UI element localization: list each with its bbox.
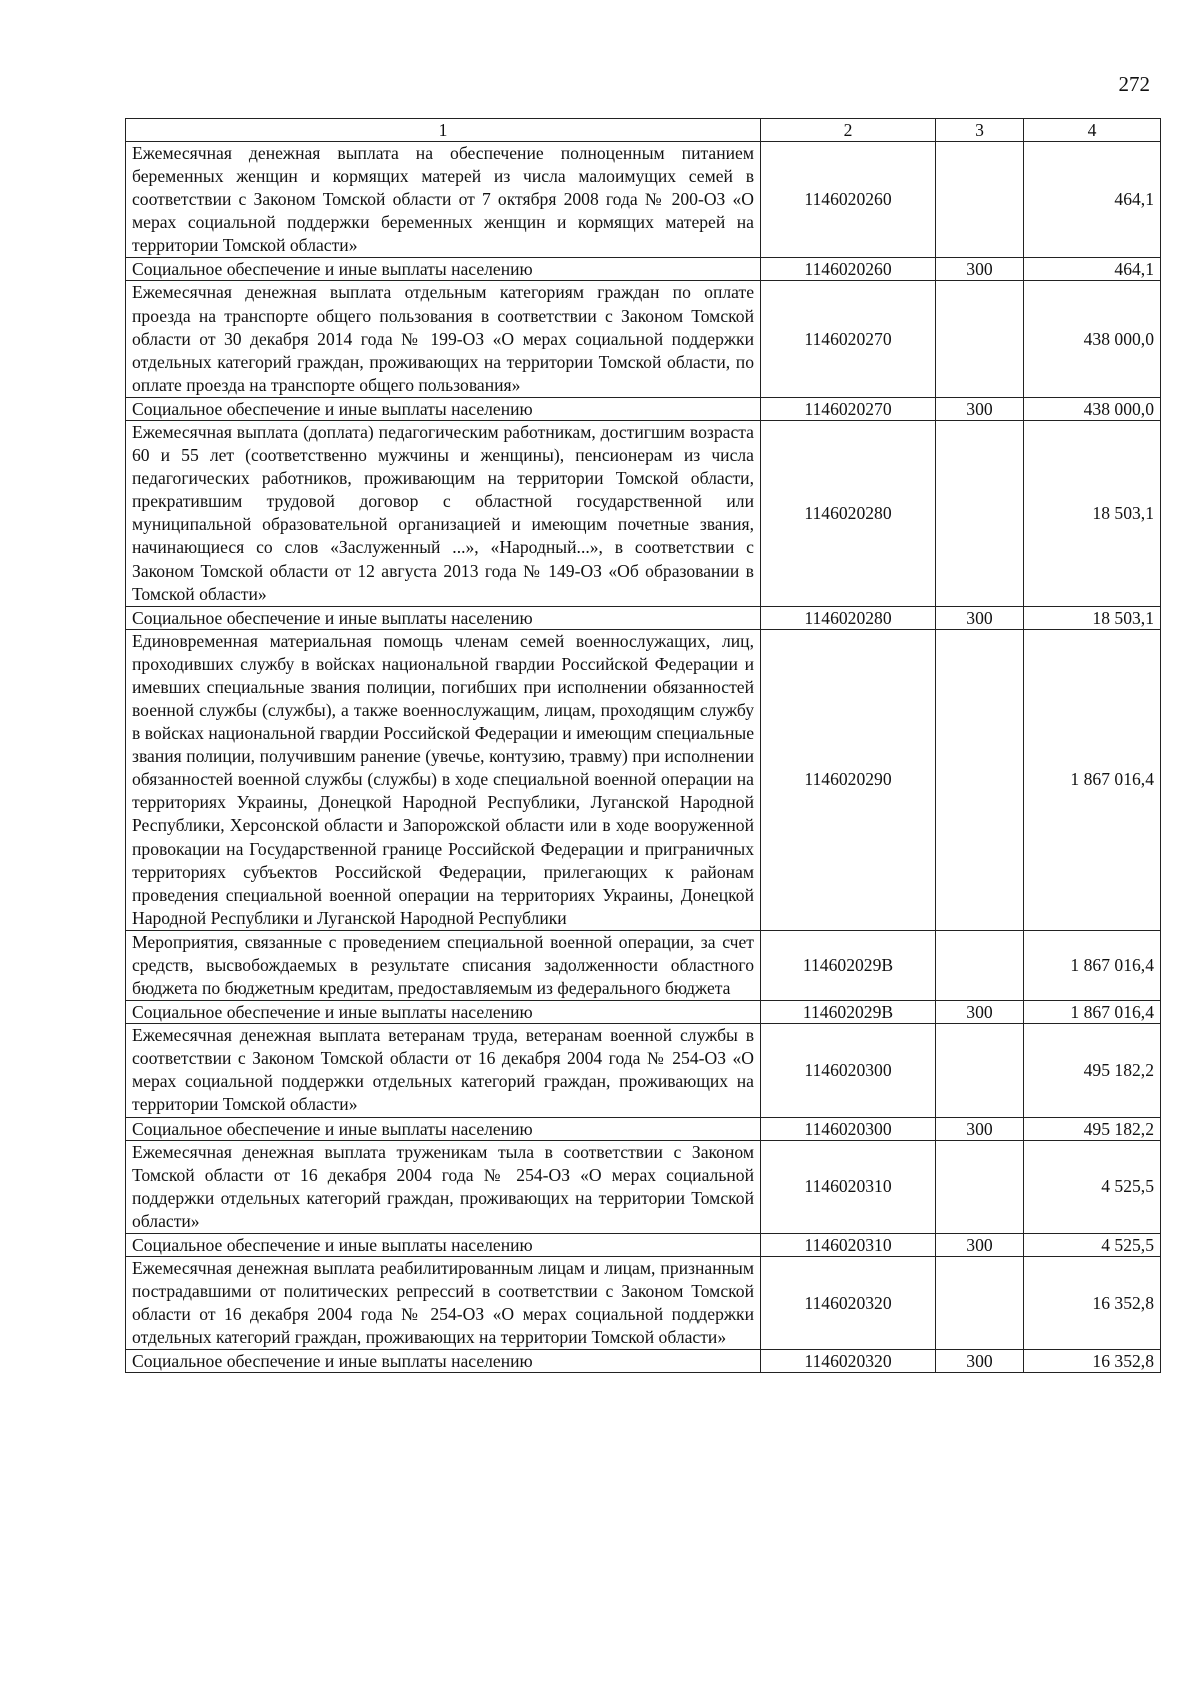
table-header-row (126, 119, 1161, 142)
cell-code: 1146020270 (761, 281, 936, 397)
cell-name: Ежемесячная денежная выплата на обеспечение полноценным питанием беременных женщин и кормящих матерей из числа малоимущих семей в соответствии с Законом Томской области от 7 октября 2008 года № 200-ОЗ «О мерах социальной поддержки беременных женщин и кормящих матерей на территории Томской области» (126, 142, 761, 258)
cell-type: 300 (936, 397, 1024, 420)
cell-code: 114602029В (761, 930, 936, 1000)
cell-name: Ежемесячная денежная выплата реабилитированным лицам и лицам, признанным пострадавшими от политических репрессий в соответствии с Законом Томской области от 16 декабря 2004 года № 254-ОЗ «О мерах социальной поддержки отдельных категорий граждан, проживающих на территории Томской области» (126, 1256, 761, 1349)
column-header-name: 1 (126, 119, 761, 142)
cell-name: Социальное обеспечение и иные выплаты населению (126, 1350, 761, 1373)
cell-amount: 438 000,0 (1024, 397, 1161, 420)
table-row (126, 1024, 1161, 1117)
cell-code: 1146020290 (761, 629, 936, 930)
cell-code: 1146020260 (761, 142, 936, 258)
budget-table (125, 118, 1161, 1373)
table-row (126, 258, 1161, 281)
cell-amount: 495 182,2 (1024, 1117, 1161, 1140)
table-row (126, 1256, 1161, 1349)
column-header-amount: 4 (1024, 119, 1161, 142)
table-row (126, 142, 1161, 258)
cell-code: 1146020300 (761, 1117, 936, 1140)
column-header-type: 3 (936, 119, 1024, 142)
cell-amount: 1 867 016,4 (1024, 930, 1161, 1000)
cell-amount: 464,1 (1024, 258, 1161, 281)
cell-amount: 4 525,5 (1024, 1233, 1161, 1256)
cell-amount: 4 525,5 (1024, 1140, 1161, 1233)
cell-amount: 1 867 016,4 (1024, 1001, 1161, 1024)
cell-type: 300 (936, 258, 1024, 281)
cell-code: 1146020270 (761, 397, 936, 420)
table-row (126, 1001, 1161, 1024)
cell-code: 1146020320 (761, 1256, 936, 1349)
cell-code: 1146020260 (761, 258, 936, 281)
cell-code: 1146020310 (761, 1233, 936, 1256)
cell-code: 1146020310 (761, 1140, 936, 1233)
cell-type (936, 1024, 1024, 1117)
table-row (126, 281, 1161, 397)
cell-name: Социальное обеспечение и иные выплаты населению (126, 258, 761, 281)
cell-name: Ежемесячная денежная выплата ветеранам труда, ветеранам военной службы в соответствии с Законом Томской области от 16 декабря 2004 года № 254-ОЗ «О мерах социальной поддержки отдельных категорий граждан, проживающих на территории Томской области» (126, 1024, 761, 1117)
cell-type (936, 1256, 1024, 1349)
cell-name: Единовременная материальная помощь членам семей военнослужащих, лиц, проходивших службу в войсках национальной гвардии Российской Федерации и имевших специальные звания полиции, погибших при исполнении обязанностей военной службы (службы), а также военнослужащим, лицам, проходящим службу в войсках национальной гвардии Российской Федерации и имеющим специальные звания полиции, получившим ранение (увечье, контузию, травму) при исполнении обязанностей военной службы (службы) в ходе специальной военной операции на территориях Украины, Донецкой Народной Республики, Луганской Народной Республики, Херсонской области и Запорожской области или в ходе вооруженной провокации на Государственной границе Российской Федерации и приграничных территориях субъектов Российской Федерации, прилегающих к районам проведения специальной военной операции на территориях Украины, Донецкой Народной Республики и Луганской Народной Республики (126, 629, 761, 930)
cell-type: 300 (936, 1233, 1024, 1256)
cell-code: 1146020280 (761, 606, 936, 629)
cell-type (936, 930, 1024, 1000)
cell-type (936, 1140, 1024, 1233)
cell-name: Социальное обеспечение и иные выплаты населению (126, 397, 761, 420)
table-row (126, 420, 1161, 606)
cell-type: 300 (936, 1117, 1024, 1140)
cell-code: 1146020300 (761, 1024, 936, 1117)
table-row (126, 1117, 1161, 1140)
cell-code: 1146020320 (761, 1350, 936, 1373)
cell-amount: 1 867 016,4 (1024, 629, 1161, 930)
cell-name: Социальное обеспечение и иные выплаты населению (126, 606, 761, 629)
column-header-code: 2 (761, 119, 936, 142)
cell-name: Социальное обеспечение и иные выплаты населению (126, 1117, 761, 1140)
cell-amount: 16 352,8 (1024, 1350, 1161, 1373)
cell-amount: 16 352,8 (1024, 1256, 1161, 1349)
cell-name: Мероприятия, связанные с проведением специальной военной операции, за счет средств, высвобождаемых в результате списания задолженности областного бюджета по бюджетным кредитам, предоставляемым из федерального бюджета (126, 930, 761, 1000)
cell-amount: 464,1 (1024, 142, 1161, 258)
cell-amount: 438 000,0 (1024, 281, 1161, 397)
cell-type: 300 (936, 1001, 1024, 1024)
cell-code: 114602029В (761, 1001, 936, 1024)
cell-name: Ежемесячная денежная выплата труженикам тыла в соответствии с Законом Томской области от 16 декабря 2004 года № 254-ОЗ «О мерах социальной поддержки отдельных категорий граждан, проживающих на территории Томской области» (126, 1140, 761, 1233)
cell-type (936, 142, 1024, 258)
cell-type (936, 281, 1024, 397)
table-row (126, 629, 1161, 930)
table-row (126, 1140, 1161, 1233)
table-row (126, 1233, 1161, 1256)
cell-type (936, 420, 1024, 606)
table-row (126, 930, 1161, 1000)
cell-name: Социальное обеспечение и иные выплаты населению (126, 1001, 761, 1024)
page-number: 272 (1118, 72, 1150, 96)
cell-amount: 18 503,1 (1024, 420, 1161, 606)
cell-amount: 495 182,2 (1024, 1024, 1161, 1117)
cell-name: Ежемесячная денежная выплата отдельным категориям граждан по оплате проезда на транспорте общего пользования в соответствии с Законом Томской области от 30 декабря 2014 года № 199-ОЗ «О мерах социальной поддержки отдельных категорий граждан, проживающих на территории Томской области, по оплате проезда на транспорте общего пользования» (126, 281, 761, 397)
cell-type (936, 629, 1024, 930)
cell-name: Социальное обеспечение и иные выплаты населению (126, 1233, 761, 1256)
cell-name: Ежемесячная выплата (доплата) педагогическим работникам, достигшим возраста 60 и 55 лет (соответственно мужчины и женщины), пенсионерам из числа педагогических работников, проживающим на территории Томской области, прекратившим трудовой договор с областной государственной или муниципальной образовательной организацией и имеющим почетные звания, начинающиеся со слов «Заслуженный ...», «Народный...», в соответствии с Законом Томской области от 12 августа 2013 года № 149-ОЗ «Об образовании в Томской области» (126, 420, 761, 606)
table-row (126, 606, 1161, 629)
cell-amount: 18 503,1 (1024, 606, 1161, 629)
cell-code: 1146020280 (761, 420, 936, 606)
cell-type: 300 (936, 606, 1024, 629)
table-row (126, 1350, 1161, 1373)
table-row (126, 397, 1161, 420)
cell-type: 300 (936, 1350, 1024, 1373)
